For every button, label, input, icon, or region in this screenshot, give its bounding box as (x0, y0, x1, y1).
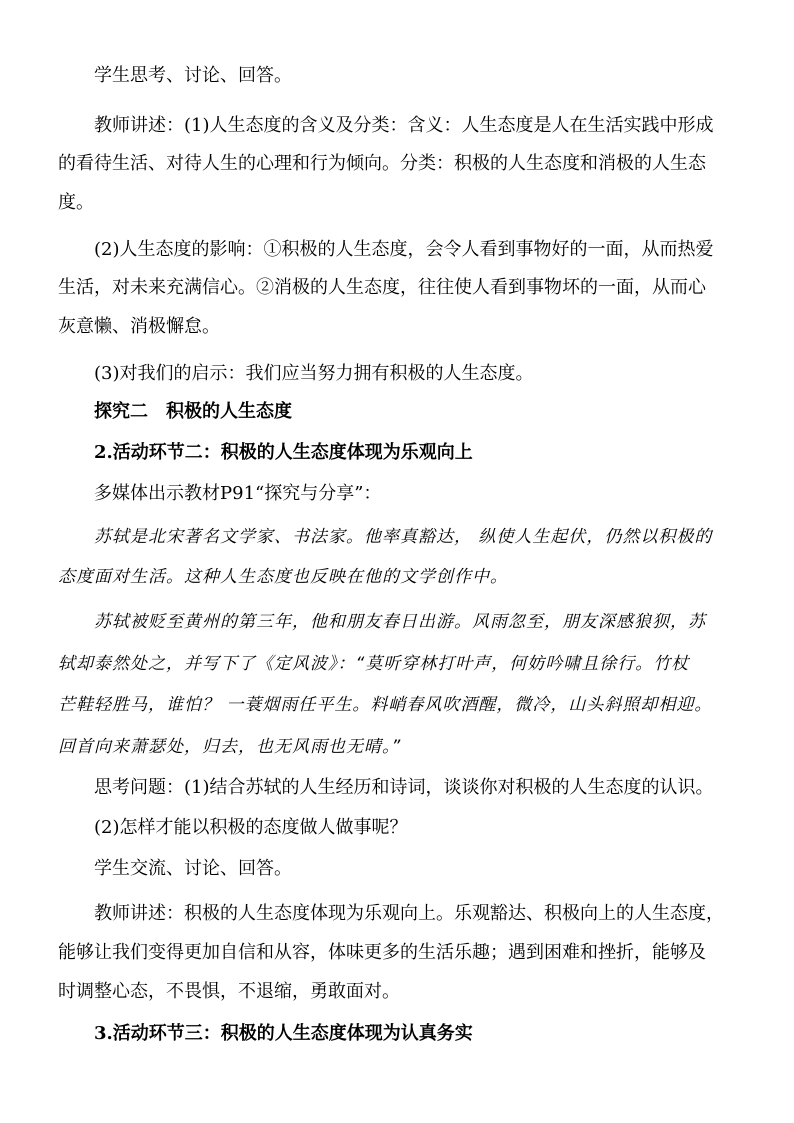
section-heading-explore-two: 探究二 积极的人生态度 (94, 401, 292, 422)
paragraph-influence-line-1: (2)人生态度的影响：①积极的人生态度，会令人看到事物好的一面，从而热爱 (94, 239, 714, 260)
paragraph-inspiration: (3)对我们的启示：我们应当努力拥有积极的人生态度。 (94, 363, 534, 384)
quote-2-line-3: 芒鞋轻胜马，谁怕？ 一蓑烟雨任平生。料峭春风吹酒醒，微冷，山头斜照却相迎。 (58, 695, 713, 715)
quote-1-line-2: 态度面对生活。这种人生态度也反映在他的文学创作中。 (58, 567, 508, 587)
activity-heading-three: 3.活动环节三：积极的人生态度体现为认真务实 (94, 1023, 473, 1044)
paragraph-questions-2: (2)怎样才能以积极的态度做人做事呢？ (94, 817, 408, 838)
paragraph-teacher-1-line-1: 教师讲述：(1)人生态度的含义及分类：含义：人生态度是人在生活实践中形成 (94, 115, 714, 136)
paragraph-teacher-2-line-2: 能够让我们变得更加自信和从容，体味更多的生活乐趣；遇到困难和挫折，能够及 (58, 942, 706, 963)
paragraph-influence-line-3: 灰意懒、消极懈怠。 (58, 316, 220, 337)
quote-2-line-4: 回首向来萧瑟处，归去，也无风雨也无晴。” (58, 737, 402, 757)
activity-heading-two: 2.活动环节二：积极的人生态度体现为乐观向上 (94, 442, 473, 463)
paragraph-teacher-2-line-3: 时调整心态，不畏惧，不退缩，勇敢面对。 (58, 981, 400, 1002)
quote-2-line-1: 苏轼被贬至黄州的第三年，他和朋友春日出游。风雨忽至，朋友深感狼狈，苏 (94, 612, 706, 632)
paragraph-teacher-1-line-3: 度。 (58, 192, 94, 213)
paragraph-student-exchange: 学生交流、讨论、回答。 (94, 858, 292, 879)
paragraph-student-answer: 学生思考、讨论、回答。 (94, 65, 292, 86)
paragraph-multimedia: 多媒体出示教材P91“探究与分享”： (94, 483, 382, 504)
quote-1-line-1: 苏轼是北宋著名文学家、书法家。他率真豁达， 纵使人生起伏，仍然以积极的 (94, 527, 713, 547)
paragraph-influence-line-2: 生活，对未来充满信心。②消极的人生态度，往往使人看到事物坏的一面，从而心 (58, 277, 706, 298)
paragraph-teacher-2-line-1: 教师讲述：积极的人生态度体现为乐观向上。乐观豁达、积极向上的人生态度， (94, 903, 724, 924)
paragraph-questions-1: 思考问题：(1)结合苏轼的人生经历和诗词，谈谈你对积极的人生态度的认识。 (94, 777, 714, 798)
paragraph-teacher-1-line-2: 的看待生活、对待人生的心理和行为倾向。分类：积极的人生态度和消极的人生态 (58, 153, 706, 174)
quote-2-line-2: 轼却泰然处之，并写下了《定风波》：“莫听穿林打叶声，何妨吟啸且徐行。竹杖 (58, 654, 690, 674)
